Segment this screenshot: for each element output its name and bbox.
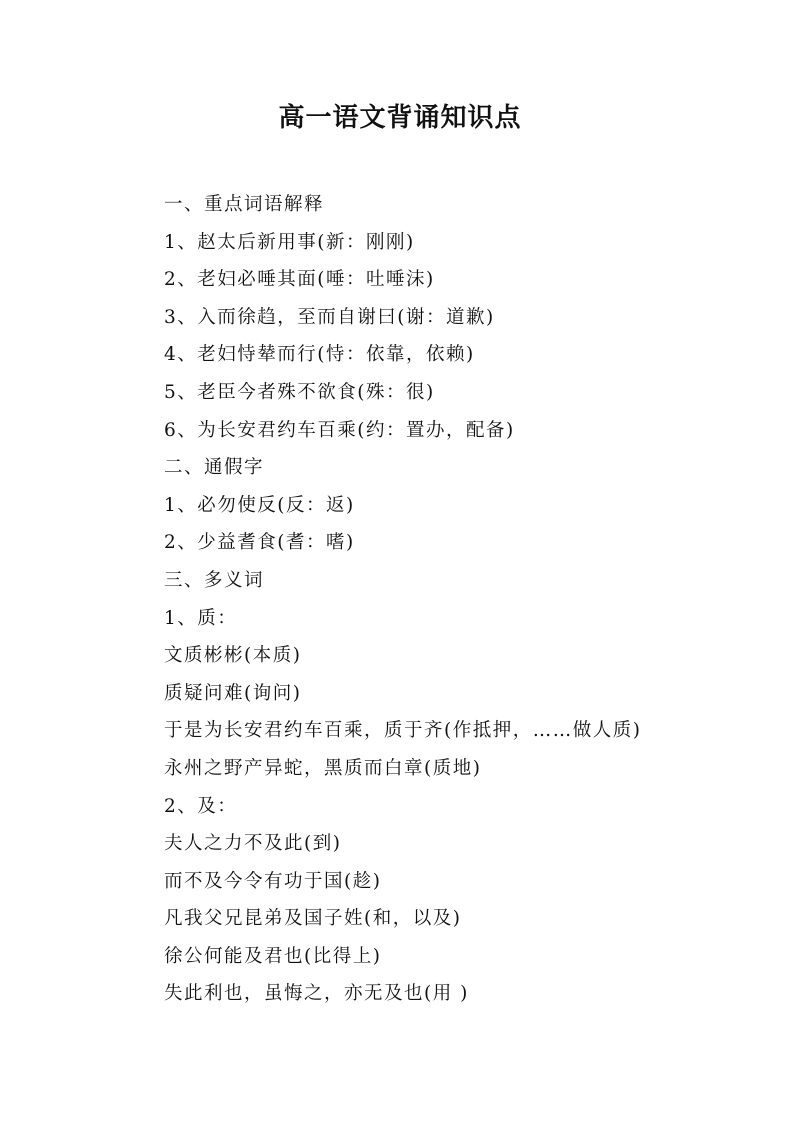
text-line: 4、老妇恃辇而行(恃：依靠，依赖) [164,344,475,366]
text-line: 1、赵太后新用事(新：刚刚) [164,231,415,253]
subheading: 2、及： [164,795,238,817]
page-title: 高一语文背诵知识点 [278,103,522,133]
text-line: 凡我父兄昆弟及国子姓(和，以及) [164,908,462,930]
text-line: 2、老妇必唾其面(唾：吐唾沫) [164,269,435,291]
text-line: 3、入而徐趋，至而自谢曰(谢：道歉) [164,306,495,328]
section-heading: 一、重点词语解释 [164,194,325,215]
text-line: 失此利也，虽悔之，亦无及也(用 ) [164,983,469,1005]
subheading: 1、质： [164,607,238,629]
text-line: 质疑问难(询问) [164,682,302,704]
text-line: 于是为长安君约车百乘，质于齐(作抵押，……做人质) [164,720,642,742]
text-line: 1、必勿使反(反：返) [164,494,355,516]
section-heading: 二、通假字 [164,457,265,479]
text-line: 2、少益耆食(耆：嗜) [164,532,355,554]
text-line: 永州之野产异蛇，黑质而白章(质地) [164,757,482,779]
document-body [164,186,724,1013]
section-heading: 三、多义词 [164,569,265,591]
text-line: 徐公何能及君也(比得上) [164,945,382,967]
text-line: 文质彬彬(本质) [164,645,302,667]
text-line: 而不及今令有功于国(趁) [164,870,382,892]
text-line: 5、老臣今者殊不欲食(殊：很) [164,381,435,403]
text-line: 6、为长安君约车百乘(约：置办，配备) [164,419,515,441]
text-line: 夫人之力不及此(到) [164,833,342,855]
